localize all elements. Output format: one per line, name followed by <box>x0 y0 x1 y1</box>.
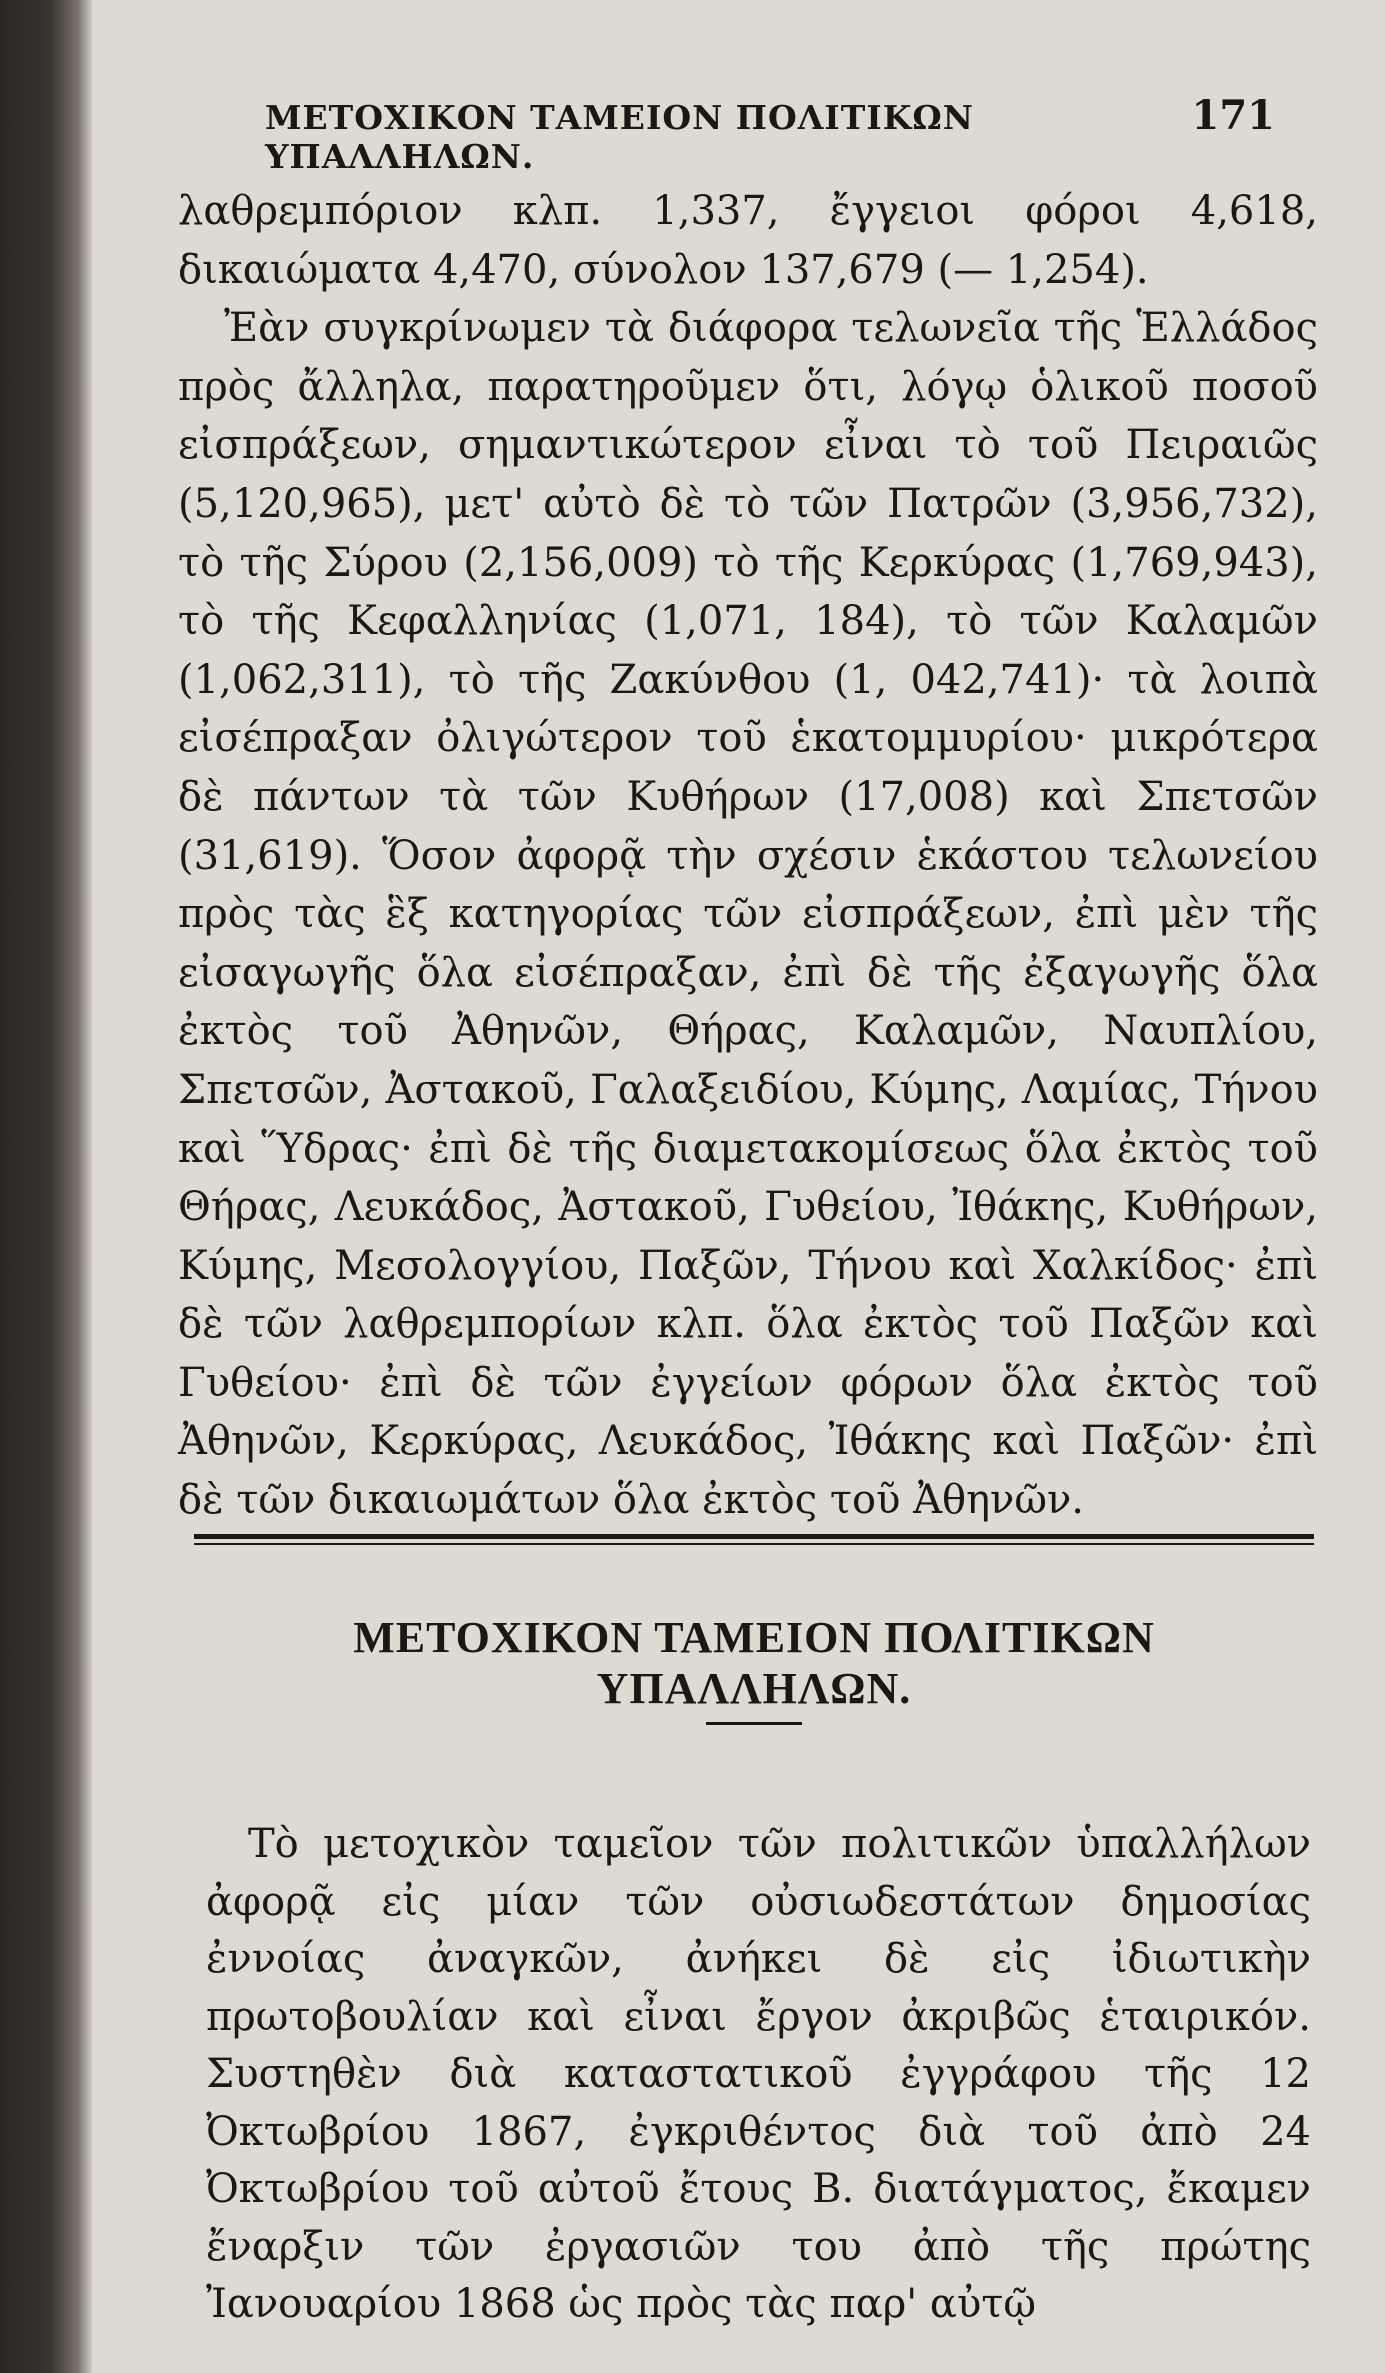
book-page <box>160 0 1318 2373</box>
running-title: ΜΕΤΟΧΙΚΟΝ ΤΑΜΕΙΟΝ ΠΟΛΙΤΙΚΩΝ ΥΠΑΛΛΗΛΩΝ. <box>265 98 974 176</box>
section-divider-thick <box>194 1534 1314 1539</box>
section-divider-thin <box>194 1543 1314 1545</box>
section-text <box>206 1816 1311 2334</box>
page-number: 171 <box>1191 92 1275 139</box>
running-header <box>265 92 1275 176</box>
section-title: ΜΕΤΟΧΙΚΟΝ ΤΑΜΕΙΟΝ ΠΟΛΙΤΙΚΩΝ ΥΠΑΛΛΗΛΩΝ. <box>353 1613 1155 1713</box>
title-underline <box>706 1722 802 1725</box>
customs-comparison-paragraph: Ἐὰν συγκρίνωμεν τὰ διάφορα τελωνεῖα τῆς Ἑλλάδος πρὸς ἄλληλα, παρατηροῦμεν ὅτι, λόγῳ ὁλικοῦ ποσοῦ εἰσπράξεων, σημαντικώτερον εἶναι τὸ τοῦ Πειραιῶς (5,120,965), μετ' αὐτὸ δὲ τὸ τῶν Πατρῶν (3,956,732), τὸ τῆς Σύρου (2,156,009) τὸ τῆς Κερκύρας (1,769,943), τὸ τῆς Κεφαλληνίας (1,071, 184), τὸ τῶν Καλαμῶν (1,062,311), τὸ τῆς Ζακύνθου (1, 042,741)· τὰ λοιπὰ εἰσέπραξαν ὀλιγώτερον τοῦ ἑκατομμυρίου· μικρότερα δὲ πάντων τὰ τῶν Κυθήρων (17,008) καὶ Σπετσῶν (31,619). Ὅσον ἀφορᾷ τὴν σχέσιν ἑκάστου τελωνείου πρὸς τὰς ἓξ κατηγορίας τῶν εἰσπράξεων, ἐπὶ μὲν τῆς εἰσαγωγῆς ὅλα εἰσέπραξαν, ἐπὶ δὲ τῆς ἐξαγωγῆς ὅλα ἐκτὸς τοῦ Ἀθηνῶν, Θήρας, Καλαμῶν, Ναυπλίου, Σπετσῶν, Ἀστακοῦ, Γαλαξειδίου, Κύμης, Λαμίας, Τήνου καὶ Ὕδρας· ἐπὶ δὲ τῆς διαμετακομίσεως ὅλα ἐκτὸς τοῦ Θήρας, Λευκάδος, Ἀστακοῦ, Γυθείου, Ἰθάκης, Κυθήρων, Κύμης, Μεσολογγίου, Παξῶν, Τήνου καὶ Χαλκίδος· ἐπὶ δὲ τῶν λαθρεμπορίων κλπ. ὅλα ἐκτὸς τοῦ Παξῶν καὶ Γυθείου· ἐπὶ δὲ τῶν ἐγγείων φόρων ὅλα ἐκτὸς τοῦ Ἀθηνῶν, Κερκύρας, Λευκάδος, Ἰθάκης καὶ Παξῶν· ἐπὶ δὲ τῶν δικαιωμάτων ὅλα ἐκτὸς τοῦ Ἀθηνῶν. <box>178 305 1318 1524</box>
section-paragraph: Τὸ μετοχικὸν ταμεῖον τῶν πολιτικῶν ὑπαλλήλων ἀφορᾷ εἰς μίαν τῶν οὐσιωδεστάτων δημοσίας ἐννοίας ἀναγκῶν, ἀνήκει δὲ εἰς ἰδιωτικὴν πρωτοβουλίαν καὶ εἶναι ἔργον ἀκριβῶς ἑταιρικόν. Συστηθὲν διὰ καταστατικοῦ ἐγγράφου τῆς 12 Ὀκτωβρίου 1867, ἐγκριθέντος διὰ τοῦ ἀπὸ 24 Ὀκτωβρίου τοῦ αὐτοῦ ἔτους Β. διατάγματος, ἔκαμεν ἔναρξιν τῶν ἐργασιῶν του ἀπὸ τῆς πρώτης Ἰανουαρίου 1868 ὡς πρὸς τὰς παρ' αὐτῷ <box>206 1821 1311 2327</box>
book-binding-shadow <box>0 0 92 2373</box>
body-text <box>178 182 1318 1530</box>
continuation-paragraph: λαθρεμπόριον κλπ. 1,337, ἔγγειοι φόροι 4,618, δικαιώματα 4,470, σύνολον 137,679 (— 1,254). <box>178 188 1318 293</box>
